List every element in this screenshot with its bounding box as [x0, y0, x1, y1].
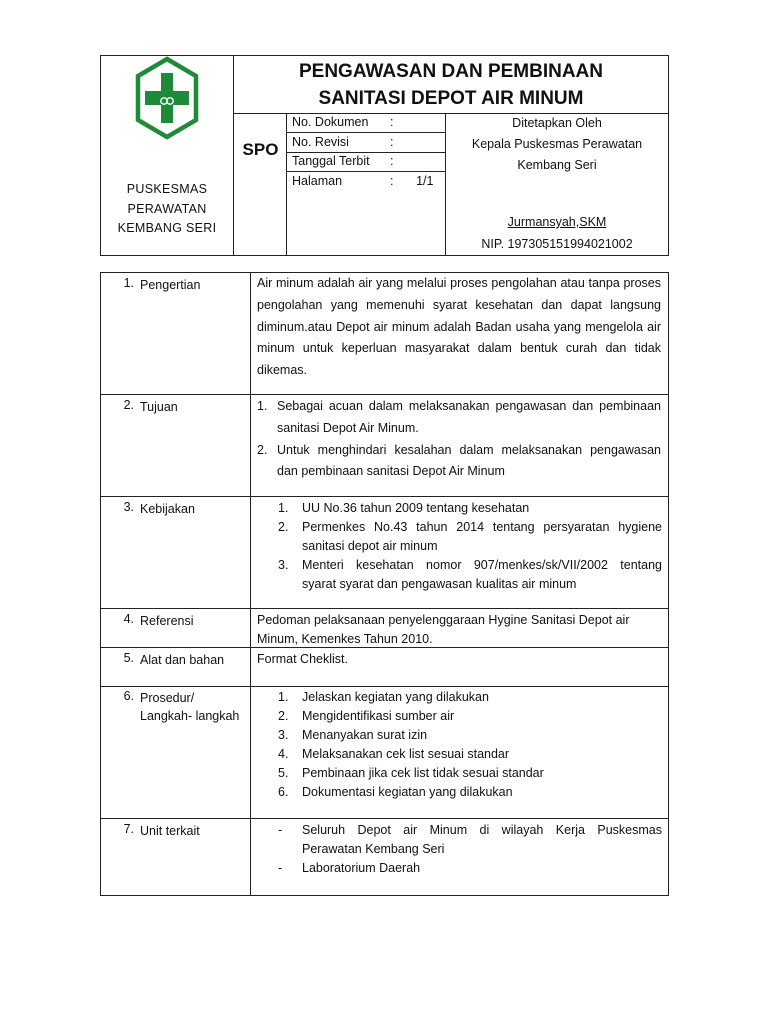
list-item: 1. UU No.36 tahun 2009 tentang kesehatan	[278, 501, 530, 515]
list-item: 6. Dokumentasi kegiatan yang dilakukan	[278, 785, 513, 799]
section-label-tujuan: 2. Tujuan	[123, 398, 178, 414]
section-label-referensi: 4. Referensi	[123, 612, 194, 628]
section-label-kebijakan: 3. Kebijakan	[123, 500, 195, 516]
kebijakan-list	[270, 499, 662, 594]
list-item: 2. Mengidentifikasi sumber air	[278, 709, 455, 723]
signer-name: Jurmansyah,SKM	[507, 215, 607, 229]
section-label-prosedur: 6. Prosedur/ Langkah- langkah	[123, 689, 240, 723]
list-item: 4. Melaksanakan cek list sesuai standar	[278, 747, 510, 761]
alat-text: Format Cheklist.	[257, 652, 348, 666]
section-label-alat: 5. Alat dan bahan	[123, 651, 225, 667]
meta-no-revisi: No. Revisi :	[292, 135, 394, 149]
list-item: 3. Menanyakan surat izin	[278, 728, 428, 742]
list-item: 2. Permenkes No.43 tahun 2014 tentang persyaratan hygiene sanitasi depot air minum	[278, 520, 662, 553]
list-item: - Laboratorium Daerah	[278, 861, 421, 875]
pengertian-text: Air minum adalah air yang melalui proses pengolahan atau tanpa proses pengolahan yang memenuhi syarat kesehatan dan dapat langsung diminum.atau Depot air minum adalah Badan usaha yang mengelola air minum untuk keperluan masyarakat dalam bentuk curah dan tidak dikemas.	[257, 276, 661, 378]
meta-halaman: Halaman : 1/1	[292, 174, 434, 188]
tujuan-list	[257, 396, 661, 483]
signer-nip: NIP. 197305151994021002	[481, 237, 633, 251]
meta-no-dokumen: No. Dokumen :	[292, 115, 394, 129]
list-item: 3. Menteri kesehatan nomor 907/menkes/sk/VII/2002 tentang syarat syarat dan pengawasan kualitas air minum	[278, 558, 662, 591]
meta-tanggal-terbit: Tanggal Terbit :	[292, 154, 394, 168]
document-title: PENGAWASAN DAN PEMBINAAN SANITASI DEPOT AIR MINUM	[298, 61, 604, 109]
puskesmas-logo	[133, 56, 201, 141]
approval-unit: Kembang Seri	[517, 158, 597, 172]
approval-label: Ditetapkan Oleh	[512, 116, 602, 130]
section-label-pengertian: 1. Pengertian	[123, 276, 201, 292]
section-label-unit: 7. Unit terkait	[123, 822, 200, 838]
list-item: 2. Untuk menghindari kesalahan dalam melaksanakan pengawasan dan pembinaan sanitasi Depot Air Minum	[257, 442, 661, 479]
approval-position: Kepala Puskesmas Perawatan	[471, 137, 643, 151]
unit-list	[270, 821, 662, 878]
referensi-text: Pedoman pelaksanaan penyelenggaraan Hygine Sanitasi Depot air Minum, Kemenkes Tahun 2010.	[257, 613, 630, 646]
prosedur-list	[270, 688, 662, 802]
list-item: - Seluruh Depot air Minum di wilayah Kerja Puskesmas Perawatan Kembang Seri	[278, 823, 662, 856]
list-item: 1. Sebagai acuan dalam melaksanakan pengawasan dan pembinaan sanitasi Depot Air Minum.	[257, 399, 661, 435]
list-item: 5. Pembinaan jika cek list tidak sesuai standar	[278, 766, 544, 780]
organization-name: PUSKESMAS PERAWATAN KEMBANG SERI	[117, 182, 217, 235]
list-item: 1. Jelaskan kegiatan yang dilakukan	[278, 690, 489, 704]
spo-label: SPO	[242, 140, 279, 159]
